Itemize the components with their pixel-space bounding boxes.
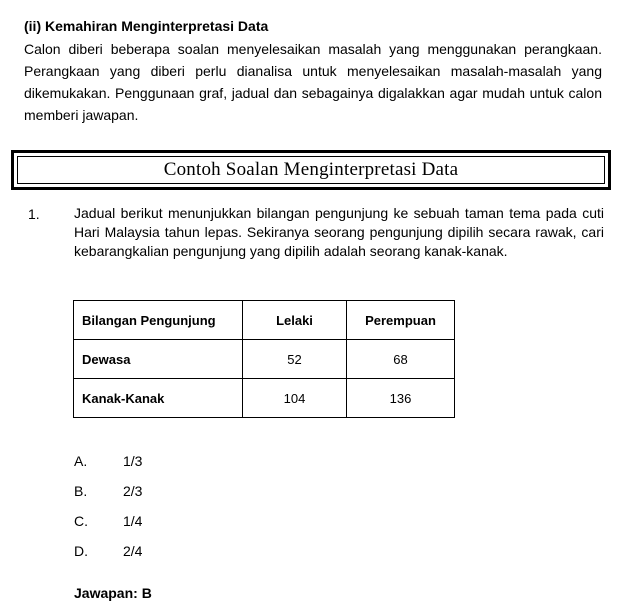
table-row-label: Kanak-Kanak [74, 379, 243, 418]
option-letter: C. [74, 513, 88, 529]
table-cell: 52 [243, 340, 347, 379]
option-value: 2/3 [123, 483, 143, 499]
table-row-label: Dewasa [74, 340, 243, 379]
question-text: Jadual berikut menunjukkan bilangan pengunjung ke sebuah taman tema pada cuti Hari Malaysia tahun lepas. Sekiranya seorang pengunjung dipilih secara rawak, cari kebarangkalian pengunjung yang dipilih adalah seorang kanak-kanak. [74, 205, 604, 259]
section-paragraph: Calon diberi beberapa soalan menyelesaikan masalah yang menggunakan perangkaan. Perangkaan yang diberi perlu dianalisa untuk menyelesaikan masalah-masalah yang dikemukakan. Penggunaan graf, jadual dan sebagainya digalakkan agar mudah untuk calon memberi jawapan. [24, 41, 602, 123]
table-cell: 68 [347, 340, 455, 379]
option-letter: D. [74, 543, 88, 559]
answer-key: Jawapan: B [74, 585, 152, 601]
option-value: 1/3 [123, 453, 143, 469]
section-heading: (ii) Kemahiran Menginterpretasi Data [24, 18, 269, 34]
table-cell: 136 [347, 379, 455, 418]
table-header-cell: Perempuan [347, 301, 455, 340]
option-letter: B. [74, 483, 88, 499]
table-row [74, 379, 455, 418]
table-header-cell: Bilangan Pengunjung [74, 301, 243, 340]
table-cell: 104 [243, 379, 347, 418]
option-value: 1/4 [123, 513, 143, 529]
table-header-cell: Lelaki [243, 301, 347, 340]
table-row [74, 340, 455, 379]
option-value: 2/4 [123, 543, 143, 559]
banner-inner-frame [17, 156, 605, 184]
banner-title: Contoh Soalan Menginterpretasi Data [163, 159, 459, 180]
example-banner [11, 150, 611, 190]
option-letter: A. [74, 453, 88, 469]
visitor-table [73, 300, 455, 418]
table-header-row [74, 301, 455, 340]
question-number: 1. [28, 206, 40, 222]
